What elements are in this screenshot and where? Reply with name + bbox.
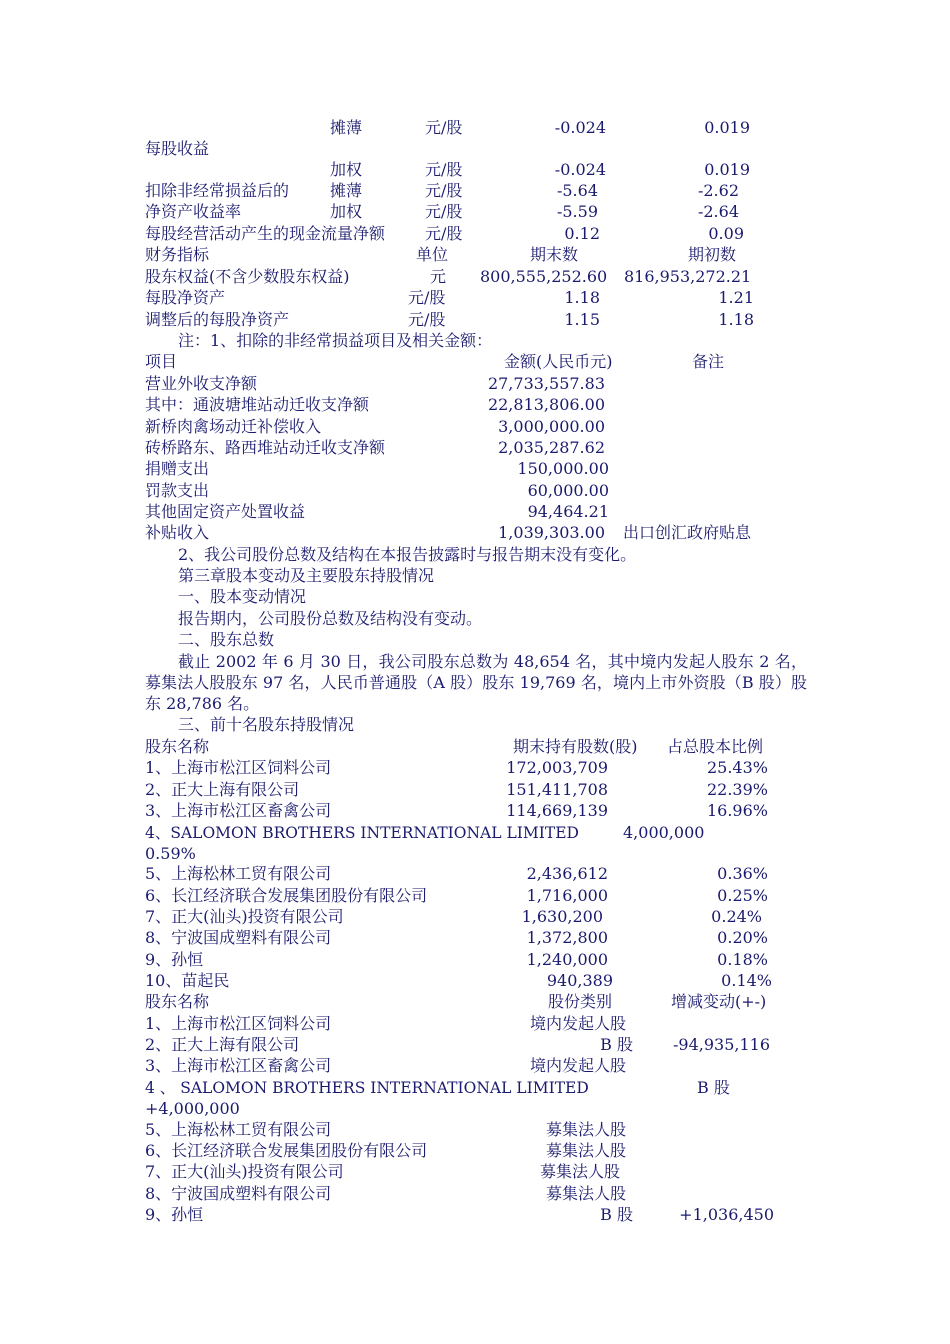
roe-diluted-label: 摊薄 — [330, 181, 363, 200]
shareholder-name: 1、上海市松江区饲料公司 — [145, 758, 332, 777]
shareholder-name: 8、宁波国成塑料有限公司 — [145, 928, 332, 947]
nav-label: 每股净资产 — [145, 288, 226, 307]
note-1: 注：1、扣除的非经常损益项目及相关金额： — [178, 331, 493, 350]
type-row-type: 募集法人股 — [545, 1184, 626, 1203]
type-row-change: +1,036,450 — [679, 1205, 774, 1224]
nonrec-item-label: 砖桥路东、路西堆站动迁收支净额 — [145, 438, 386, 457]
nonrec-item-amount: 1,039,303.00 — [498, 523, 605, 542]
shareholder-shares: 151,411,708 — [506, 780, 608, 799]
type-row-name: 7、正大(汕头)投资有限公司 — [145, 1162, 344, 1181]
type-row-type: B 股 — [600, 1035, 633, 1054]
section-1-title: 一、股本变动情况 — [178, 587, 307, 606]
shareholder-name: 4、SALOMON BROTHERS INTERNATIONAL LIMITED — [145, 824, 579, 842]
type-row-type: B 股 — [600, 1205, 633, 1224]
adj-nav-unit: 元/股 — [408, 310, 446, 329]
type-row-type: 境内发起人股 — [529, 1056, 626, 1075]
nonrec-item-amount: 60,000.00 — [527, 481, 609, 500]
eps-weighted-end: -0.024 — [554, 160, 606, 179]
shareholder-shares: 4,000,000 — [623, 823, 705, 842]
nonrec-item-amount: 94,464.21 — [527, 502, 609, 521]
shareholder-ratio: 0.18% — [717, 950, 768, 969]
type-header-name: 股东名称 — [145, 992, 210, 1011]
shareholder-ratio: 0.20% — [717, 928, 768, 947]
nonrec-item-amount: 2,035,287.62 — [498, 438, 605, 457]
shareholder-ratio: 0.59% — [145, 844, 196, 863]
eps-weighted-label: 加权 — [330, 160, 363, 179]
shareholder-name: 3、上海市松江区畜禽公司 — [145, 801, 332, 820]
equity-unit: 元 — [430, 267, 447, 286]
roe-title-2: 净资产收益率 — [145, 202, 242, 221]
type-row-name: 9、孙恒 — [145, 1205, 204, 1224]
nonrec-header-item: 项目 — [145, 352, 178, 371]
fin-header-unit: 单位 — [416, 245, 449, 264]
section-1-text: 报告期内，公司股份总数及结构没有变动。 — [178, 609, 483, 628]
type-row-type: B 股 — [697, 1078, 730, 1097]
nav-end: 1.18 — [564, 288, 600, 307]
type-row-name: 5、上海松林工贸有限公司 — [145, 1120, 332, 1139]
equity-label: 股东权益(不含少数股东权益) — [145, 267, 350, 286]
type-row-name: 6、长江经济联合发展集团股份有限公司 — [145, 1141, 428, 1160]
nonrec-item-label: 捐赠支出 — [145, 459, 210, 478]
shareholder-shares: 172,003,709 — [506, 758, 608, 777]
top10-header-name: 股东名称 — [145, 737, 210, 756]
chapter-3-title: 第三章股本变动及主要股东持股情况 — [178, 566, 435, 585]
nonrec-item-label: 补贴收入 — [145, 523, 210, 542]
shareholder-name: 9、孙恒 — [145, 950, 204, 969]
nonrec-item-amount: 22,813,806.00 — [487, 395, 605, 414]
roe-weighted-label: 加权 — [330, 202, 363, 221]
adj-nav-label: 调整后的每股净资产 — [145, 310, 290, 329]
type-row-change: +4,000,000 — [145, 1099, 240, 1118]
cashflow-label: 每股经营活动产生的现金流量净额 — [145, 224, 386, 243]
roe-title-1: 扣除非经常损益后的 — [145, 181, 290, 200]
shareholder-name: 10、苗起民 — [145, 971, 230, 990]
nonrec-item-label: 新桥肉禽场动迁补偿收入 — [145, 417, 322, 436]
nonrec-header-amount: 金额(人民币元) — [504, 352, 613, 371]
type-row-type: 境内发起人股 — [529, 1014, 626, 1033]
shareholder-ratio: 22.39% — [706, 780, 768, 799]
type-row-name: 2、正大上海有限公司 — [145, 1035, 300, 1054]
shareholder-shares: 1,630,200 — [521, 907, 603, 926]
shareholder-shares: 940,389 — [546, 971, 613, 990]
shareholder-shares: 2,436,612 — [526, 864, 608, 883]
shareholder-name: 7、正大(汕头)投资有限公司 — [145, 907, 344, 926]
fin-header-begin: 期初数 — [688, 245, 737, 264]
roe-diluted-end: -5.64 — [556, 181, 598, 200]
type-header-type: 股份类别 — [548, 992, 613, 1011]
roe-diluted-unit: 元/股 — [425, 181, 463, 200]
type-row-type: 募集法人股 — [545, 1120, 626, 1139]
eps-diluted-unit: 元/股 — [425, 118, 463, 137]
nonrec-item-remark: 出口创汇政府贴息 — [623, 523, 752, 542]
eps-diluted-end: -0.024 — [554, 118, 606, 137]
shareholder-ratio: 0.25% — [717, 886, 768, 905]
shareholder-name: 6、长江经济联合发展集团股份有限公司 — [145, 886, 428, 905]
eps-weighted-begin: 0.019 — [704, 160, 750, 179]
equity-end: 800,555,252.60 — [480, 267, 608, 286]
nonrec-item-label: 其他固定资产处置收益 — [145, 502, 306, 521]
shareholder-shares: 114,669,139 — [506, 801, 608, 820]
nonrec-header-remark: 备注 — [692, 352, 725, 371]
nonrec-item-amount: 27,733,557.83 — [487, 374, 605, 393]
fin-header-end: 期末数 — [530, 245, 579, 264]
note-2: 2、我公司股份总数及结构在本报告披露时与报告期末没有变化。 — [178, 545, 637, 564]
shareholder-name: 5、上海松林工贸有限公司 — [145, 864, 332, 883]
shareholder-ratio: 16.96% — [706, 801, 768, 820]
fin-header-item: 财务指标 — [145, 245, 210, 264]
shareholder-name: 2、正大上海有限公司 — [145, 780, 300, 799]
nonrec-item-amount: 3,000,000.00 — [498, 417, 605, 436]
type-row-type: 募集法人股 — [545, 1141, 626, 1160]
nonrec-item-label: 罚款支出 — [145, 481, 210, 500]
shareholder-shares: 1,240,000 — [526, 950, 608, 969]
shareholder-ratio: 0.24% — [711, 907, 762, 926]
nonrec-item-label: 营业外收支净额 — [145, 374, 258, 393]
cashflow-unit: 元/股 — [425, 224, 463, 243]
type-row-name: 3、上海市松江区畜禽公司 — [145, 1056, 332, 1075]
shareholder-shares: 1,716,000 — [526, 886, 608, 905]
shareholder-ratio: 0.36% — [717, 864, 768, 883]
nav-unit: 元/股 — [408, 288, 446, 307]
type-row-name: 4 、 SALOMON BROTHERS INTERNATIONAL LIMITED — [145, 1079, 589, 1097]
adj-nav-begin: 1.18 — [718, 310, 754, 329]
equity-begin: 816,953,272.21 — [624, 267, 752, 286]
cashflow-end: 0.12 — [564, 224, 600, 243]
section-2-text: 截止 2002 年 6 月 30 日，我公司股东总数为 48,654 名，其中境内发起人股东 2 名，募集法人股股东 97 名，人民币普通股（A 股）股东 19,769 名，境内上市外资股（B 股）股东 28,786 名。 — [145, 652, 807, 713]
top10-header-ratio: 占总股本比例 — [667, 737, 764, 756]
eps-diluted-label: 摊薄 — [330, 118, 363, 137]
roe-diluted-begin: -2.62 — [697, 181, 739, 200]
roe-weighted-begin: -2.64 — [697, 202, 739, 221]
eps-weighted-unit: 元/股 — [425, 160, 463, 179]
eps-title: 每股收益 — [145, 139, 210, 158]
top10-header-shares: 期末持有股数(股) — [513, 737, 638, 756]
roe-weighted-end: -5.59 — [556, 202, 598, 221]
nonrec-item-amount: 150,000.00 — [517, 459, 609, 478]
nonrec-item-label: 其中：通波塘堆站动迁收支净额 — [145, 395, 370, 414]
shareholder-ratio: 0.14% — [721, 971, 772, 990]
type-row-type: 募集法人股 — [539, 1162, 620, 1181]
type-row-change: -94,935,116 — [672, 1035, 770, 1054]
shareholder-shares: 1,372,800 — [526, 928, 608, 947]
type-row-name: 1、上海市松江区饲料公司 — [145, 1014, 332, 1033]
adj-nav-end: 1.15 — [564, 310, 600, 329]
type-header-change: 增减变动(+-) — [671, 992, 767, 1011]
shareholder-ratio: 25.43% — [706, 758, 768, 777]
cashflow-begin: 0.09 — [708, 224, 744, 243]
section-2-title: 二、股东总数 — [178, 630, 275, 649]
eps-diluted-begin: 0.019 — [704, 118, 750, 137]
type-row-name: 8、宁波国成塑料有限公司 — [145, 1184, 332, 1203]
roe-weighted-unit: 元/股 — [425, 202, 463, 221]
nav-begin: 1.21 — [718, 288, 754, 307]
section-3-title: 三、前十名股东持股情况 — [178, 715, 355, 734]
